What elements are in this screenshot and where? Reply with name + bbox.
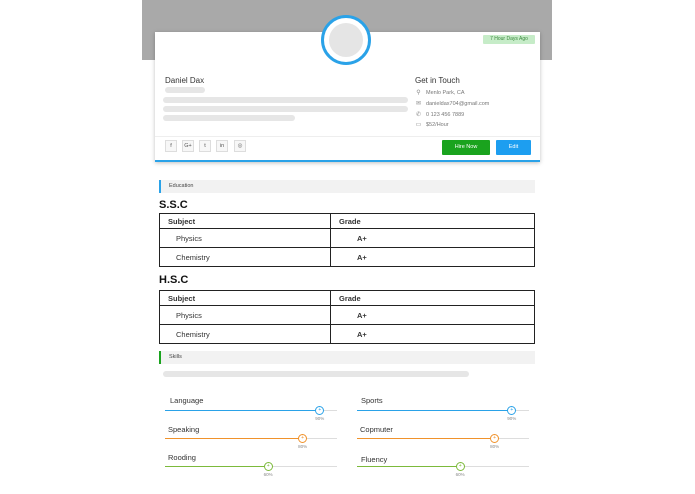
avatar-placeholder xyxy=(329,23,363,57)
skill-knob[interactable]: + xyxy=(456,462,465,471)
ssc-title: S.S.C xyxy=(159,199,188,211)
subject-header: Subject xyxy=(160,214,331,229)
grade-cell: A+ xyxy=(331,306,535,325)
ssc-table xyxy=(159,213,535,267)
hire-now-button[interactable]: Hire Now xyxy=(442,140,490,155)
skill-knob[interactable]: + xyxy=(315,406,324,415)
grade-cell: A+ xyxy=(331,248,535,267)
contact-email-text[interactable]: danieldax704@gmail.com xyxy=(426,100,490,107)
skill-fill xyxy=(165,438,303,439)
facebook-icon[interactable]: f xyxy=(165,140,177,152)
skill-label: Speaking xyxy=(168,425,200,434)
grade-header: Grade xyxy=(331,291,535,306)
contact-phone-text[interactable]: 0 123 456 7889 xyxy=(426,111,465,118)
skill-label: Sports xyxy=(361,396,383,405)
skill-slider[interactable] xyxy=(165,463,337,477)
contact-location-text: Menlo Park, CA xyxy=(426,89,465,96)
skeleton-line xyxy=(163,97,408,103)
money-icon: ▭ xyxy=(415,122,422,128)
skill-percent: 60% xyxy=(455,472,465,477)
contact-email[interactable] xyxy=(415,100,489,107)
skill-fill xyxy=(165,466,268,467)
table-row xyxy=(160,325,535,344)
map-pin-icon: ⚲ xyxy=(416,90,421,96)
contact-location xyxy=(415,89,465,96)
subject-cell: Physics xyxy=(160,306,331,325)
skill-label: Language xyxy=(170,396,204,405)
skill-fill xyxy=(357,466,460,467)
skill-label: Copmuter xyxy=(360,425,393,434)
skill-percent: 60% xyxy=(263,472,273,477)
skeleton-line xyxy=(165,87,205,93)
skeleton-line xyxy=(163,106,408,112)
table-header-row xyxy=(160,214,535,229)
skill-slider[interactable] xyxy=(357,463,529,477)
skill-knob[interactable]: + xyxy=(264,462,273,471)
skill-label: Fluency xyxy=(361,455,388,464)
contact-rate-text: $52/Hour xyxy=(426,121,449,128)
subject-cell: Chemistry xyxy=(160,325,331,344)
skill-percent: 80% xyxy=(490,444,500,449)
skills-section-header: Skills xyxy=(159,351,535,364)
skill-slider[interactable] xyxy=(357,435,529,449)
contact-rate xyxy=(415,121,449,128)
table-header-row xyxy=(160,291,535,306)
skeleton-line xyxy=(163,115,295,121)
hsc-title: H.S.C xyxy=(159,274,189,286)
linkedin-icon[interactable]: in xyxy=(216,140,228,152)
skill-knob[interactable]: + xyxy=(490,434,499,443)
skill-percent: 90% xyxy=(507,416,517,421)
skill-slider[interactable] xyxy=(165,407,337,421)
skill-fill xyxy=(165,410,320,411)
grade-cell: A+ xyxy=(331,229,535,248)
table-row xyxy=(160,306,535,325)
twitter-icon[interactable]: t xyxy=(199,140,211,152)
skill-knob[interactable]: + xyxy=(298,434,307,443)
skill-fill xyxy=(357,410,512,411)
grade-cell: A+ xyxy=(331,325,535,344)
instagram-icon[interactable]: ◎ xyxy=(234,140,246,152)
table-row xyxy=(160,248,535,267)
skill-fill xyxy=(357,438,495,439)
hsc-table xyxy=(159,290,535,344)
profile-name: Daniel Dax xyxy=(165,76,205,85)
skill-percent: 80% xyxy=(298,444,308,449)
education-section-header: Education xyxy=(159,180,535,193)
skill-slider[interactable] xyxy=(165,435,337,449)
card-divider xyxy=(155,136,540,137)
time-badge: 7 Hour Days Ago xyxy=(483,35,535,44)
subject-cell: Chemistry xyxy=(160,248,331,267)
get-in-touch-title: Get in Touch xyxy=(415,76,460,85)
skill-label: Rooding xyxy=(168,453,196,462)
table-row xyxy=(160,229,535,248)
google-plus-icon[interactable]: G+ xyxy=(182,140,194,152)
skill-percent: 90% xyxy=(315,416,325,421)
edit-button[interactable]: Edit xyxy=(496,140,531,155)
skill-slider[interactable] xyxy=(357,407,529,421)
subject-header: Subject xyxy=(160,291,331,306)
skeleton-line xyxy=(163,371,469,377)
envelope-icon: ✉ xyxy=(415,101,422,107)
grade-header: Grade xyxy=(331,214,535,229)
subject-cell: Physics xyxy=(160,229,331,248)
avatar[interactable] xyxy=(321,15,371,65)
contact-phone[interactable] xyxy=(415,111,464,118)
phone-icon: ✆ xyxy=(415,112,422,118)
skill-knob[interactable]: + xyxy=(507,406,516,415)
